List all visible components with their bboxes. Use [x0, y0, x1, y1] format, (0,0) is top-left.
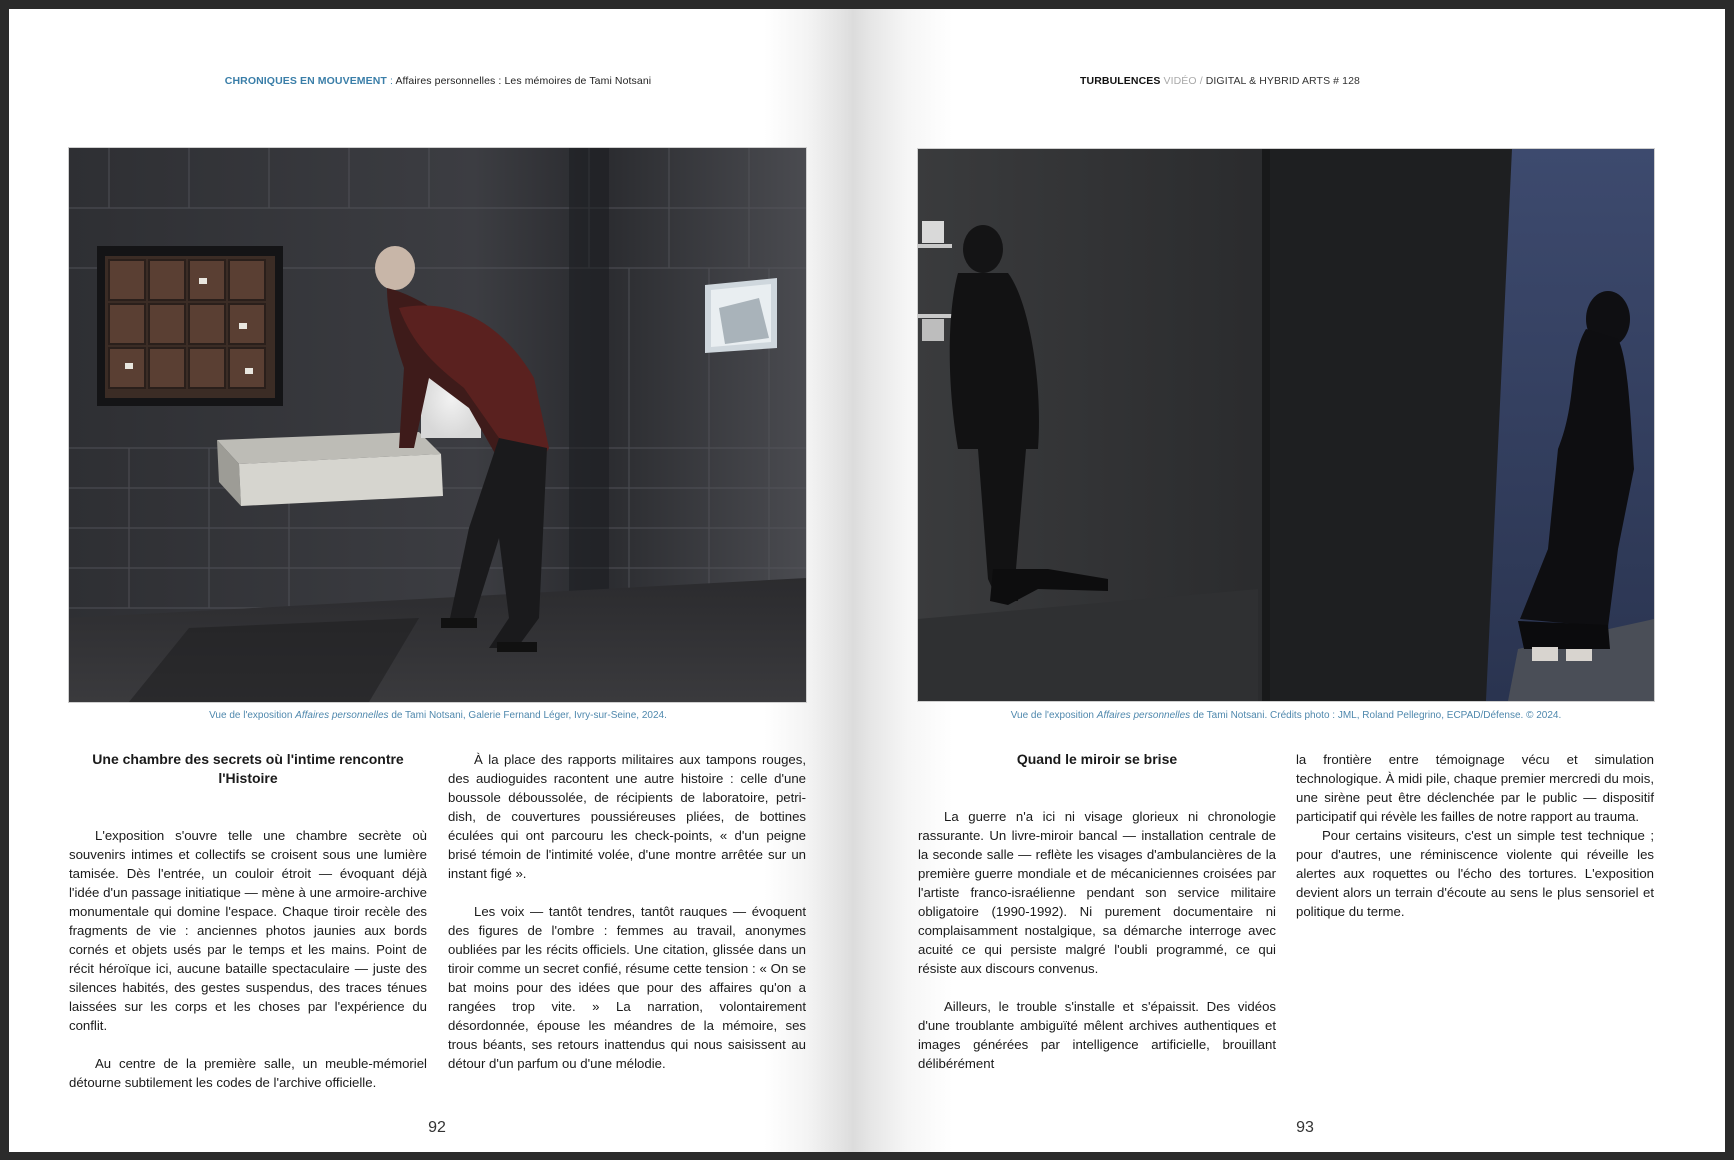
running-head-slash: / — [1199, 75, 1203, 87]
left-column-2 — [448, 750, 806, 1073]
paragraph: Les voix — tantôt tendres, tantôt rauques — évoquent des figures de l'ombre : femmes au travail, anonymes oubliées par les récits officiels. Une citation, glissée dans un tiroir comme un secret confié, résume cette tension : « On se bat moins pour des idées que pour des affaires qu'on a rangées trop vite. » La narration, volontairement désordonnée, épouse les méandres de la mémoire, ses trous béants, ses retours inattendus qui nous saisissent au détour d'un parfum ou d'une mélodie. — [448, 904, 806, 1071]
article-title: Affaires personnelles : Les mémoires de Tami Notsani — [395, 75, 652, 87]
page-number: 93 — [1296, 1119, 1314, 1136]
caption-prefix: Vue de l'exposition — [209, 710, 296, 721]
page-number: 92 — [428, 1119, 446, 1136]
paragraph: La guerre n'a ici ni visage glorieux ni chronologie rassurante. Un livre-miroir bancal — installation centrale de la seconde salle — reflète les visages d'ambulancières de la première guerre mondiale et de mécaniciennes croisées par l'artiste franco-israélienne pendant son service militaire obligatoire (1990-1992). Ni purement documentaire ni complaisamment nostalgique, sa démarche interroge avec acuité ce qui persiste malgré l'oubli programmé, ce qui résiste aux discours convenus. — [918, 809, 1276, 976]
magazine-name: TURBULENCES — [1080, 75, 1161, 87]
section-name: CHRONIQUES EN MOUVEMENT — [224, 75, 387, 87]
section-heading: Quand le miroir se brise — [1016, 751, 1178, 767]
paragraph: Ailleurs, le trouble s'installe et s'épaissit. Des vidéos d'une troublante ambiguïté mêlent archives authentiques et images générées par intelligence artificielle, brouillant délibérément — [918, 999, 1276, 1071]
right-column-2 — [1296, 750, 1654, 921]
left-page — [9, 9, 867, 1152]
running-head — [867, 75, 1573, 87]
running-head-separator: : — [386, 75, 396, 87]
photo-caption — [9, 710, 867, 721]
magazine-spread — [9, 9, 1725, 1152]
issue-label: DIGITAL & HYBRID ARTS # 128 — [1202, 75, 1360, 87]
paragraph: Pour certains visiteurs, c'est un simple test technique ; pour d'autres, une réminiscence violente qui réveille les alertes aux roquettes ou l'écho des tortures. L'exposition devient alors un terrain d'écoute au sens le plus sensoriel et politique du terme. — [1296, 828, 1654, 919]
paragraph: À la place des rapports militaires aux tampons rouges, des audioguides racontent une autre histoire : celle d'une boussole déboussolée, de récipients de laboratoire, petri-dish, de couvertures poussiéreuses pliées, de bottines éculées qui ont parcouru les check-points, « d'un peigne brisé témoin de l'intimité volée, d'une montre arrêtée sur un instant figé ». — [448, 752, 806, 881]
left-column-1 — [69, 750, 427, 1092]
section-heading: Une chambre des secrets où l'intime rencontre l'Histoire — [92, 751, 404, 786]
caption-work-title: Affaires personnelles — [295, 710, 389, 721]
paragraph: L'exposition s'ouvre telle une chambre secrète où souvenirs intimes et collectifs se croisent sous une lumière tamisée. Dès l'entrée, un couloir étroit — évoquant déjà l'idée d'un passage initiatique — mène à une armoire-archive monumentale qui domine l'espace. Chaque tiroir recèle des fragments de vie : anciennes photos jaunies aux bords cornés et objets usés par le temps et les mains. Point de récit héroïque ici, aucune bataille spectaculaire — juste des silences habités, des gestes suspendus, des traces ténues laissées sur les corps et les choses par l'expérience du conflit. — [69, 828, 427, 1033]
right-page — [867, 9, 1725, 1152]
exhibition-photo-archive-cabinet — [69, 148, 806, 702]
photo-caption — [867, 710, 1705, 721]
running-head — [9, 75, 867, 87]
exhibition-photo-visitors — [918, 149, 1654, 701]
caption-suffix: de Tami Notsani. Crédits photo : JML, Roland Pellegrino, ECPAD/Défense. © 2024. — [1190, 710, 1562, 721]
paragraph: Au centre de la première salle, un meuble-mémoriel détourne subtilement les codes de l'archive officielle. — [69, 1056, 427, 1090]
right-column-1 — [918, 750, 1276, 1073]
caption-work-title: Affaires personnelles — [1096, 710, 1191, 721]
caption-prefix: Vue de l'exposition — [1010, 710, 1097, 721]
caption-suffix: de Tami Notsani, Galerie Fernand Léger, Ivry-sur-Seine, 2024. — [388, 710, 667, 721]
magazine-subtitle: VIDÉO — [1160, 75, 1200, 87]
paragraph: la frontière entre témoignage vécu et simulation technologique. À midi pile, chaque premier mercredi du mois, une sirène peut être déclenchée par le public — dispositif participatif qui révèle les failles de notre rapport au trauma. — [1296, 752, 1654, 824]
